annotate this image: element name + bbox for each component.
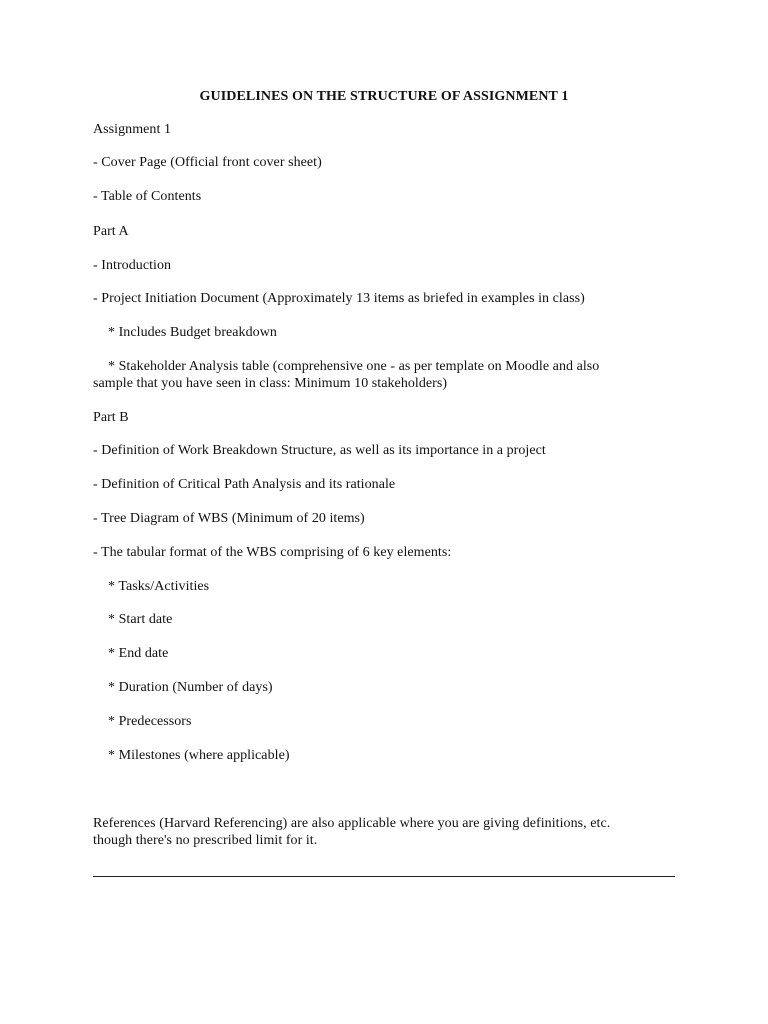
tabular-format-item: - The tabular format of the WBS comprising of 6 key elements:: [93, 545, 452, 560]
wbs-element-start-date: * Start date: [108, 612, 173, 627]
page-title: GUIDELINES ON THE STRUCTURE OF ASSIGNMENT 1: [199, 89, 569, 104]
critical-path-definition-item: - Definition of Critical Path Analysis and its rationale: [93, 477, 396, 492]
wbs-element-tasks: * Tasks/Activities: [108, 579, 210, 594]
introduction-item: - Introduction: [93, 258, 172, 273]
tree-diagram-item: - Tree Diagram of WBS (Minimum of 20 items): [93, 511, 365, 526]
wbs-element-predecessors: * Predecessors: [108, 714, 192, 729]
part-a-heading: Part A: [93, 224, 129, 239]
bottom-divider-line: [93, 876, 675, 877]
table-of-contents-item: - Table of Contents: [93, 189, 202, 204]
budget-breakdown-subitem: * Includes Budget breakdown: [108, 325, 277, 340]
stakeholder-analysis-continuation: sample that you have seen in class: Minimum 10 stakeholders): [93, 376, 448, 391]
stakeholder-analysis-subitem: * Stakeholder Analysis table (comprehensive one - as per template on Moodle and also: [108, 359, 600, 374]
wbs-element-duration: * Duration (Number of days): [108, 680, 273, 695]
wbs-definition-item: - Definition of Work Breakdown Structure, as well as its importance in a project: [93, 443, 546, 458]
wbs-element-end-date: * End date: [108, 646, 169, 661]
part-b-heading: Part B: [93, 410, 129, 425]
references-note: References (Harvard Referencing) are also applicable where you are giving definitions, etc.: [93, 816, 611, 831]
cover-page-item: - Cover Page (Official front cover sheet): [93, 155, 322, 170]
assignment-label: Assignment 1: [93, 122, 171, 137]
wbs-element-milestones: * Milestones (where applicable): [108, 748, 290, 763]
references-note-continuation: though there's no prescribed limit for it.: [93, 833, 318, 848]
project-initiation-document-item: - Project Initiation Document (Approximately 13 items as briefed in examples in class): [93, 291, 585, 306]
